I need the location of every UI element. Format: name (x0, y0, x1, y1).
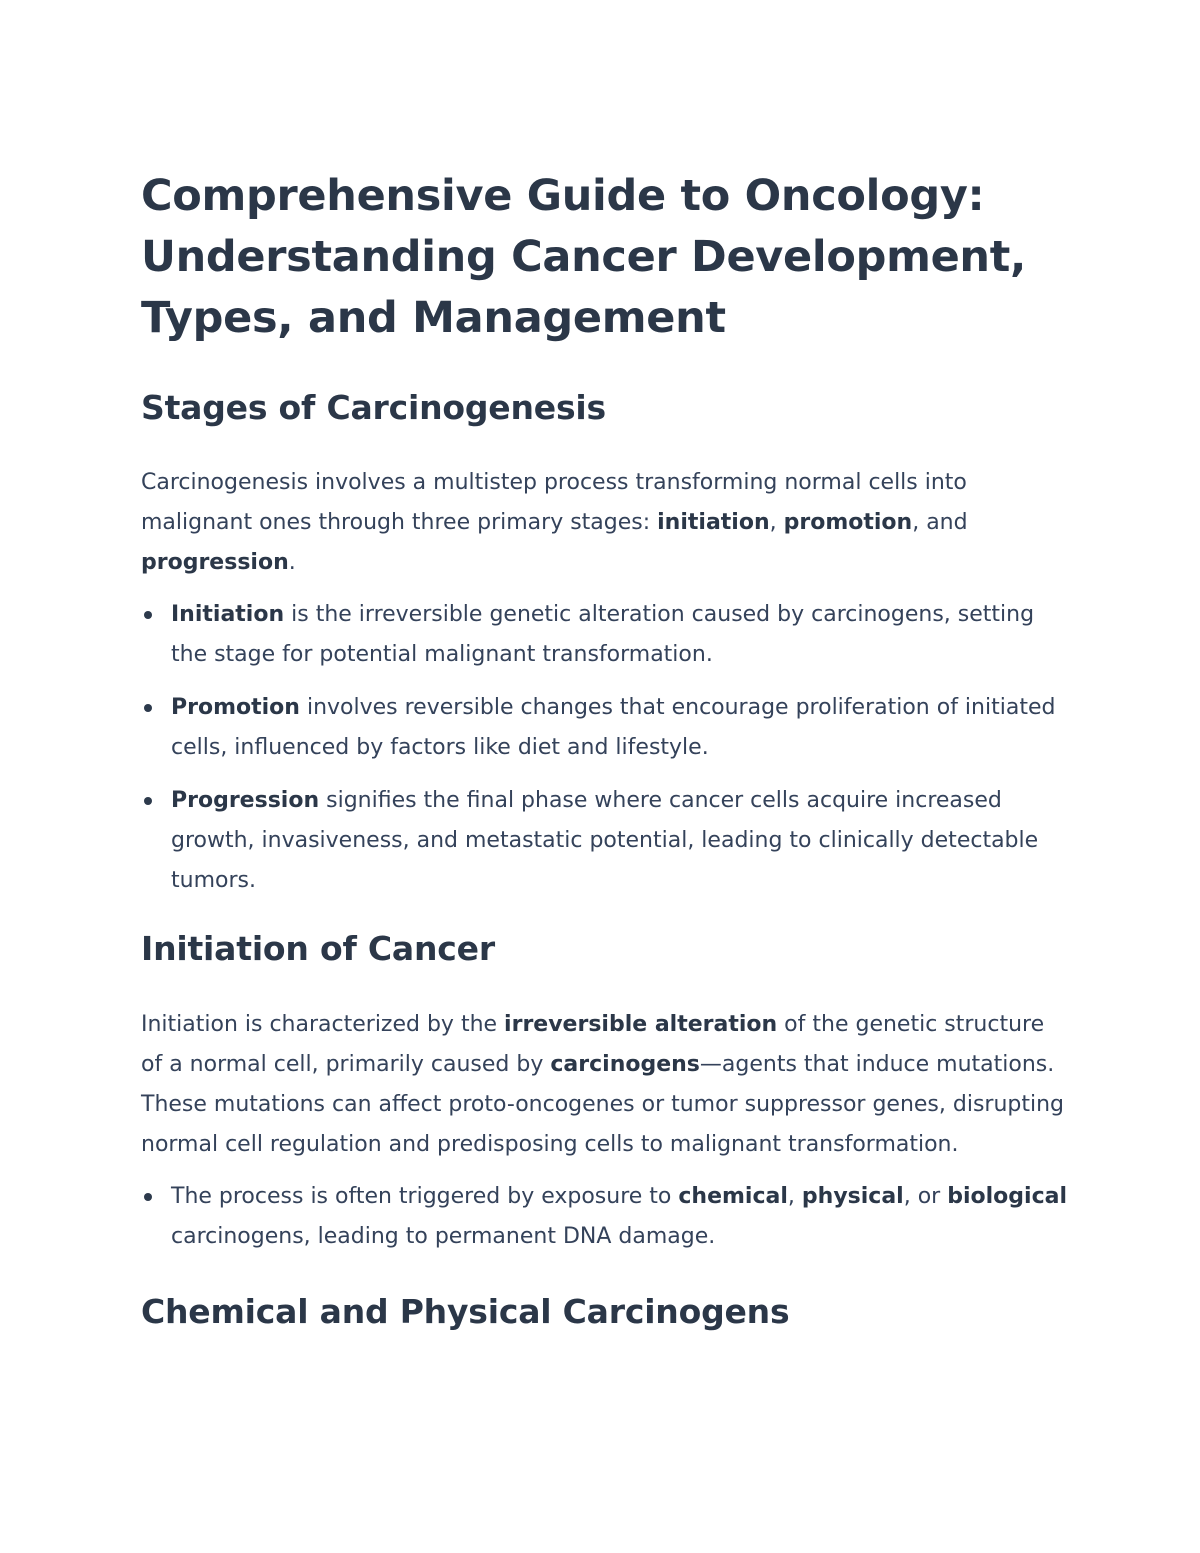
section-heading-stages: Stages of Carcinogenesis (141, 388, 606, 427)
text-span: , and (912, 510, 968, 535)
bold-term-initiation: initiation (657, 510, 770, 535)
text-span: The process is often triggered by exposure to (171, 1184, 679, 1209)
text-span: . (288, 550, 296, 575)
list-item (141, 781, 1071, 901)
bold-term: Progression (171, 788, 320, 813)
text-span: carcinogens, leading to permanent DNA damage. (171, 1224, 716, 1249)
bullet-dot-icon (144, 797, 152, 805)
text-span: —agents that induce mutations. These mutations can affect proto-oncogenes or tumor suppressor genes, disrupting normal cell regulation and predisposing cells to malignant transformation. (141, 1052, 1065, 1157)
text-span: signifies the final phase where cancer cells acquire increased growth, invasiveness, and metastatic potential, leading to clinically detectable tumors. (171, 788, 1039, 893)
bullet-dot-icon (144, 704, 152, 712)
text-span: , or (903, 1184, 948, 1209)
initiation-bullet-list (141, 1177, 1071, 1257)
bold-term: Promotion (171, 695, 300, 720)
bullet-dot-icon (144, 1193, 152, 1201)
document-title: Comprehensive Guide to Oncology: Understanding Cancer Development, Types, and Management (141, 171, 1027, 343)
bold-term-biological: biological (947, 1184, 1067, 1209)
bold-term: Initiation (171, 602, 285, 627)
text-span: , (769, 510, 784, 535)
bold-term-physical: physical (801, 1184, 904, 1209)
list-item (141, 1177, 1071, 1257)
bold-term-carcinogens: carcinogens (550, 1052, 700, 1077)
text-span: Initiation is characterized by the (141, 1012, 505, 1037)
bold-term-promotion: promotion (783, 510, 913, 535)
section-heading-carcinogens: Chemical and Physical Carcinogens (141, 1292, 790, 1331)
text-span: , (787, 1184, 802, 1209)
document-page (141, 166, 1071, 1334)
bold-term-progression: progression (141, 550, 289, 575)
initiation-intro-paragraph (141, 1005, 1071, 1165)
list-item (141, 595, 1071, 675)
bold-term-chemical: chemical (678, 1184, 788, 1209)
text-span: is the irreversible genetic alteration caused by carcinogens, setting the stage for potential malignant transformation. (171, 602, 1035, 667)
section-heading-initiation: Initiation of Cancer (141, 929, 495, 968)
text-span: of the genetic structure of a normal cell, primarily caused by (141, 1012, 1045, 1077)
stages-intro-paragraph (141, 463, 1071, 583)
stages-bullet-list (141, 595, 1071, 901)
list-item (141, 688, 1071, 768)
text-span: Carcinogenesis involves a multistep process transforming normal cells into malignant ones through three primary stages: (141, 470, 967, 535)
bold-term-irreversible-alteration: irreversible alteration (504, 1012, 778, 1037)
bullet-dot-icon (144, 611, 152, 619)
text-span: involves reversible changes that encourage proliferation of initiated cells, influenced by factors like diet and lifestyle. (171, 695, 1056, 760)
